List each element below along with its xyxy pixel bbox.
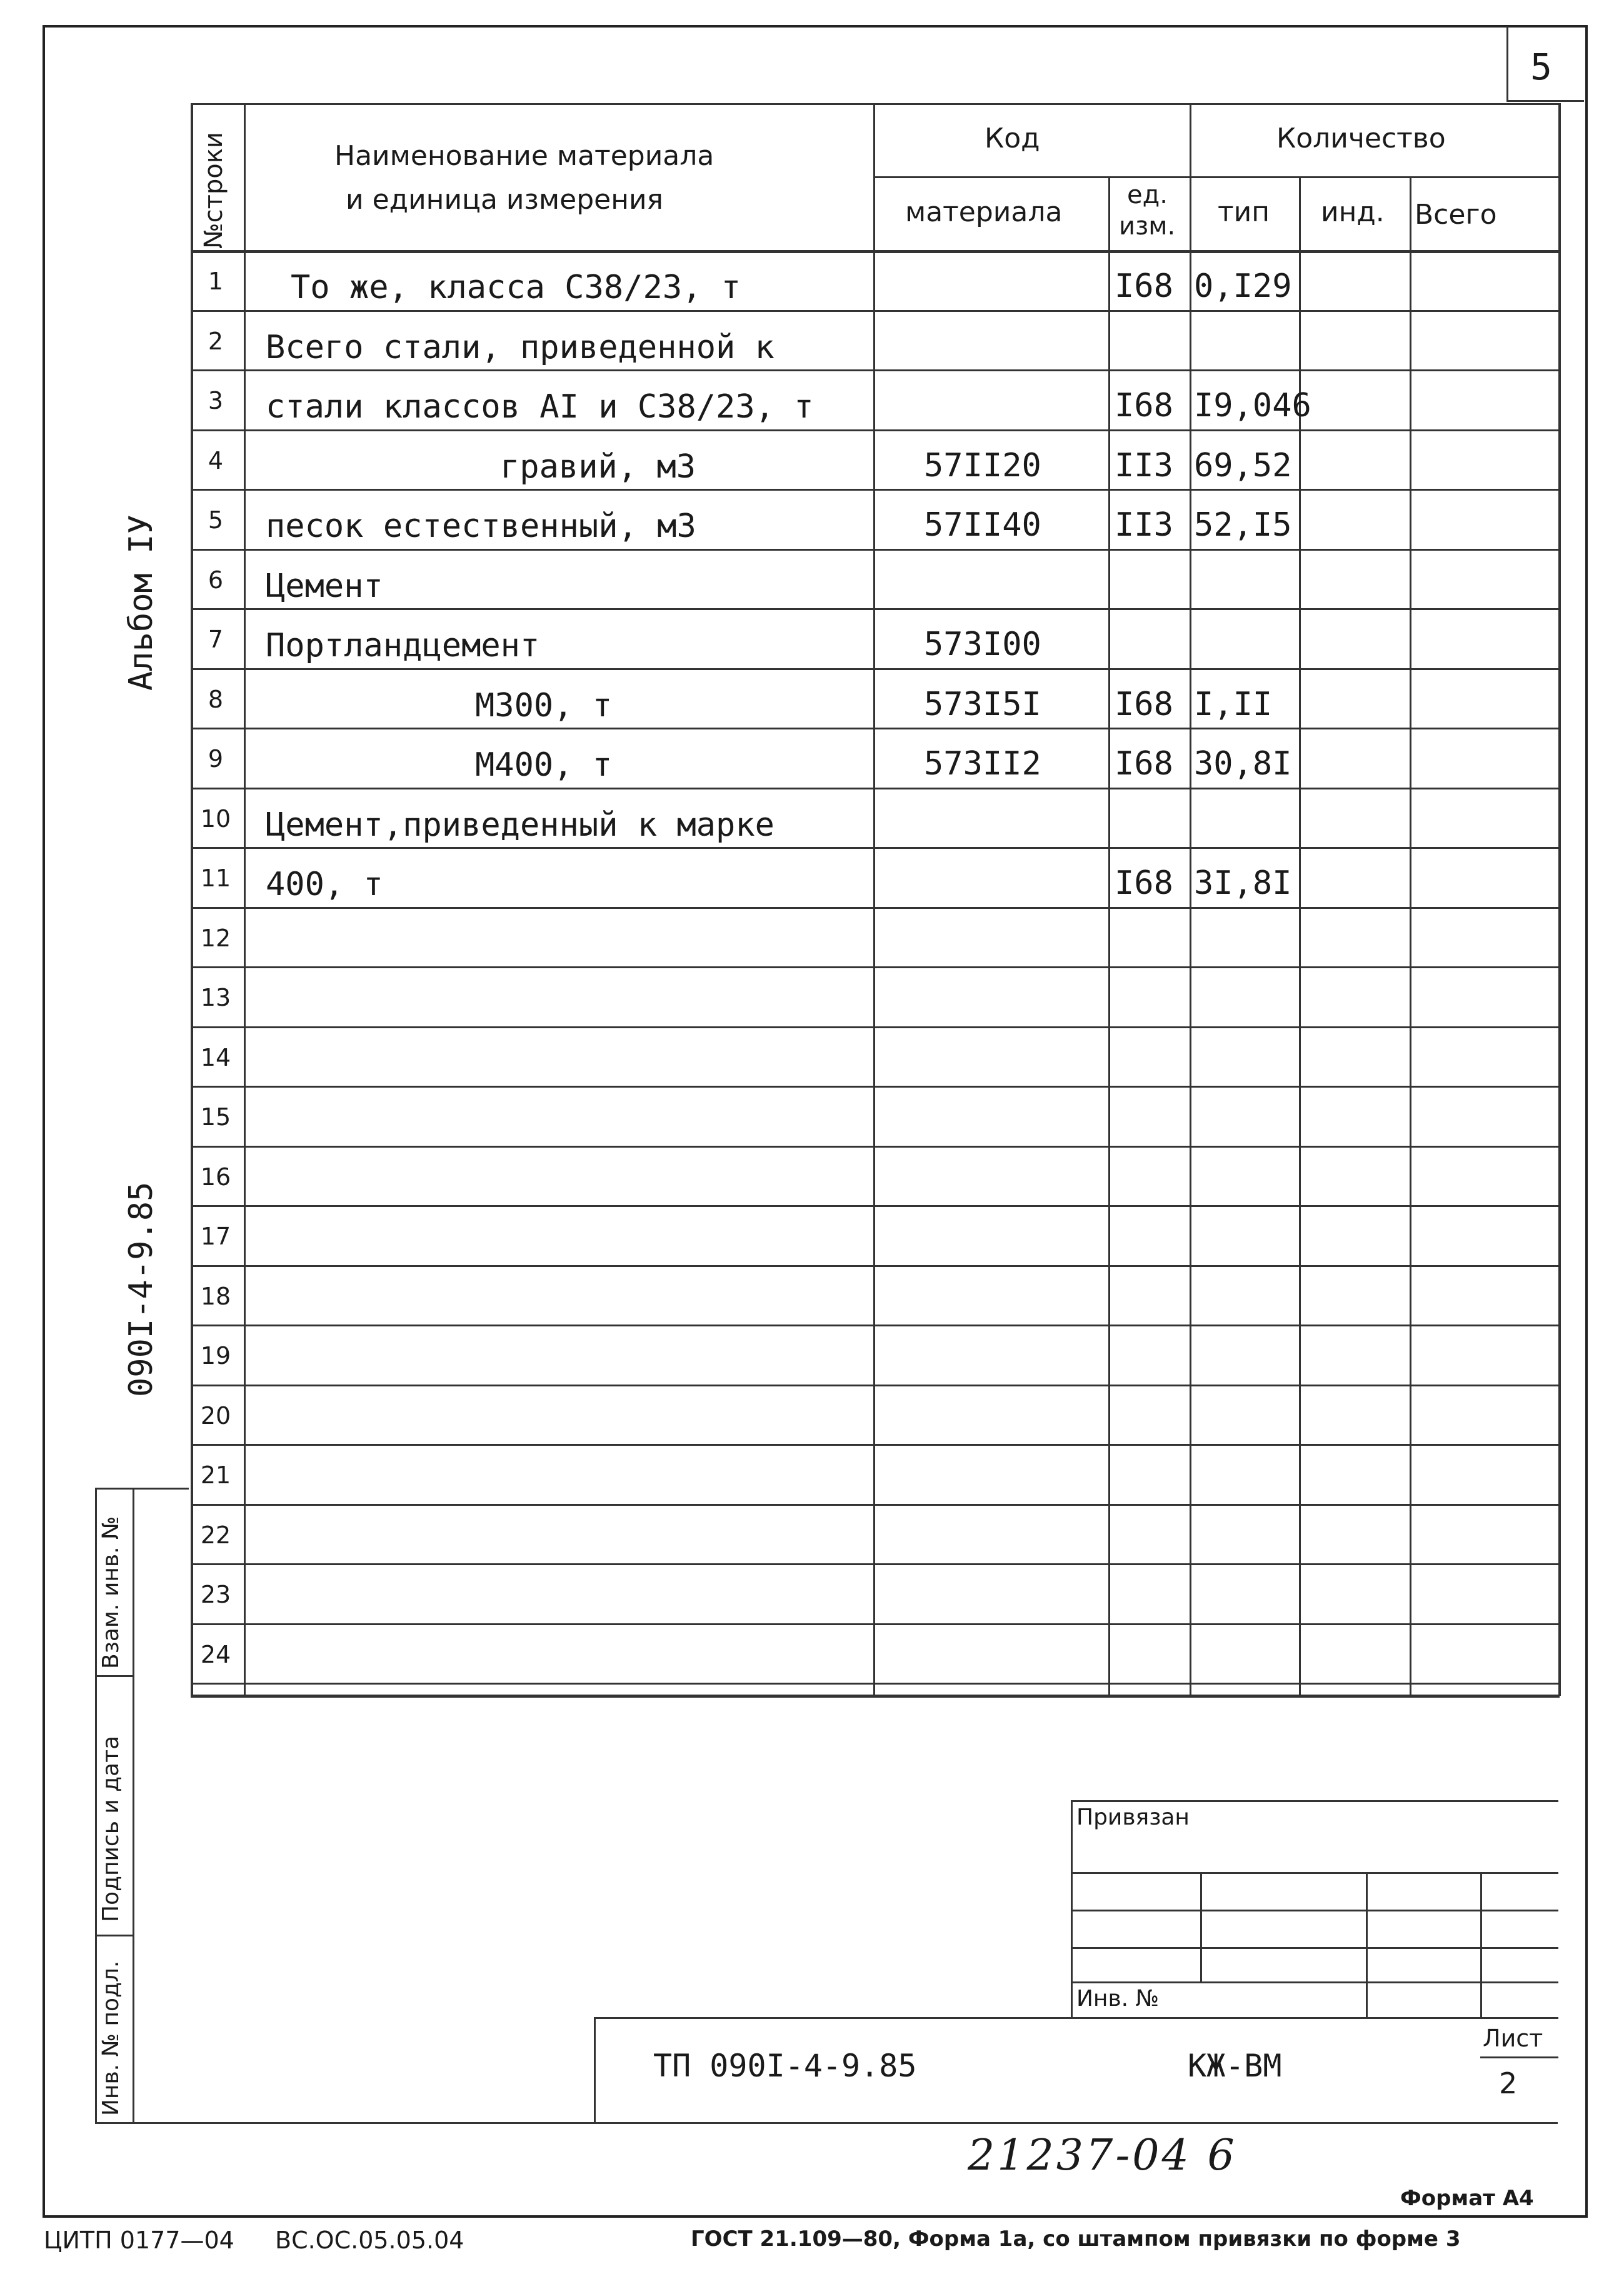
row-number: 24 — [200, 1640, 231, 1668]
drawing-mark: КЖ-ВМ — [1188, 2048, 1282, 2084]
row-number: 16 — [200, 1163, 231, 1191]
row-divider — [191, 847, 1560, 849]
handwritten-inventory-number: 21237-04 6 — [968, 2131, 1237, 2180]
name-header-line1: Наименование материала — [334, 140, 714, 172]
row-number: 19 — [200, 1342, 231, 1370]
material-code: 573I00 — [924, 626, 1041, 663]
quantity-type: I,II — [1194, 685, 1273, 723]
row-number: 8 — [208, 685, 224, 713]
row-number: 11 — [200, 864, 231, 892]
row-divider — [191, 907, 1560, 909]
row-divider — [191, 966, 1560, 968]
row-number: 22 — [200, 1521, 231, 1549]
material-name: гравий, м3 — [500, 448, 696, 486]
unit-code: I68 — [1115, 387, 1173, 424]
row-number: 15 — [200, 1103, 231, 1131]
row-divider — [191, 1683, 1560, 1685]
vzam-inv-label: Взам. инв. № — [98, 1516, 124, 1669]
material-code: 57II40 — [924, 506, 1041, 544]
row-divider — [191, 608, 1560, 610]
unit-header-line2: изм. — [1119, 212, 1176, 241]
row-divider — [191, 549, 1560, 551]
row-divider — [191, 788, 1560, 789]
row-divider — [191, 668, 1560, 670]
quantity-type: 69,52 — [1194, 446, 1292, 484]
unit-header-line1: ед. — [1127, 181, 1168, 209]
unit-code: I68 — [1115, 745, 1173, 783]
code-material-header: материала — [905, 196, 1063, 228]
row-number: 9 — [208, 745, 224, 773]
sheet-number: 2 — [1499, 2066, 1518, 2100]
material-name: песок естественный, м3 — [266, 508, 696, 545]
quantity-header: Количество — [1276, 123, 1446, 154]
footer-org: ЦИТП 0177—04 — [44, 2226, 234, 2254]
material-name: Цемент,приведенный к марке — [266, 806, 774, 844]
material-name: Цемент — [266, 567, 383, 605]
material-code: 57II20 — [924, 446, 1041, 484]
unit-code: I68 — [1115, 268, 1173, 305]
quantity-type: 30,8I — [1194, 745, 1292, 783]
row-number: 12 — [200, 924, 231, 952]
row-number: 10 — [200, 804, 231, 833]
row-divider — [191, 1504, 1560, 1506]
quantity-type: 52,I5 — [1194, 506, 1292, 544]
inv-no-label: Инв. № — [1076, 1986, 1160, 2011]
row-number: 14 — [200, 1043, 231, 1071]
row-divider — [191, 728, 1560, 729]
material-code: 573I5I — [924, 685, 1041, 723]
row-number: 6 — [208, 566, 224, 594]
quantity-type: 3I,8I — [1194, 864, 1292, 902]
row-divider — [191, 1563, 1560, 1565]
row-number: 13 — [200, 984, 231, 1011]
album-label: Альбом IУ — [123, 514, 160, 691]
name-header-line2: и единица измерения — [346, 184, 664, 216]
code-header: Код — [985, 123, 1040, 154]
row-number: 21 — [200, 1461, 231, 1489]
tp-code: ТП 090I-4-9.85 — [653, 2048, 917, 2084]
row-number: 3 — [208, 387, 224, 414]
row-divider — [191, 1265, 1560, 1267]
material-name: М400, т — [475, 746, 613, 784]
footer-code: ВС.ОС.05.05.04 — [275, 2226, 464, 2254]
footer-gost: ГОСТ 21.109—80, Форма 1а, со штампом привязки по форме 3 — [691, 2226, 1461, 2251]
unit-code: I68 — [1115, 864, 1173, 902]
format-label: Формат А4 — [1400, 2186, 1534, 2211]
material-name: Всего стали, приведенной к — [266, 328, 774, 366]
row-divider — [191, 1026, 1560, 1028]
sheet-label: Лист — [1483, 2025, 1543, 2052]
row-number: 20 — [200, 1401, 231, 1430]
unit-code: II3 — [1115, 506, 1173, 544]
row-divider — [191, 429, 1560, 431]
unit-code: II3 — [1115, 446, 1173, 484]
row-number-header: №строки — [199, 132, 228, 249]
page-number: 5 — [1530, 46, 1552, 88]
row-number: 17 — [200, 1223, 231, 1250]
row-number: 18 — [200, 1282, 231, 1310]
qty-total-header: Всего — [1415, 199, 1497, 231]
qty-ind-header: инд. — [1321, 196, 1385, 228]
row-number: 7 — [208, 626, 224, 653]
row-divider — [191, 310, 1560, 312]
unit-code: I68 — [1115, 685, 1173, 723]
row-divider — [191, 1444, 1560, 1446]
row-divider — [191, 1086, 1560, 1088]
inv-podl-label: Инв. № подл. — [98, 1960, 124, 2116]
row-divider — [191, 1146, 1560, 1148]
row-number: 5 — [208, 506, 224, 534]
side-doc-code: 090I-4-9.85 — [123, 1181, 160, 1397]
privyazan-label: Привязан — [1076, 1805, 1190, 1830]
material-code: 573II2 — [924, 745, 1041, 783]
material-name: То же, класса С38/23, т — [291, 269, 741, 306]
quantity-type: 0,I29 — [1194, 268, 1292, 305]
row-number: 1 — [208, 268, 224, 295]
material-name: М300, т — [475, 686, 613, 724]
row-divider — [191, 1205, 1560, 1207]
row-divider — [191, 489, 1560, 491]
row-divider — [191, 1623, 1560, 1625]
row-divider — [191, 1385, 1560, 1386]
row-number: 4 — [208, 446, 224, 474]
row-number: 23 — [200, 1581, 231, 1608]
podpis-label: Подпись и дата — [98, 1735, 124, 1922]
qty-type-header: тип — [1218, 196, 1270, 228]
material-name: 400, т — [266, 866, 383, 903]
material-name: стали классов АI и С38/23, т — [266, 388, 814, 426]
material-name: Портландцемент — [266, 627, 540, 664]
row-divider — [191, 1325, 1560, 1326]
row-divider — [191, 369, 1560, 371]
row-number: 2 — [208, 327, 224, 355]
quantity-type: I9,046 — [1194, 387, 1311, 424]
